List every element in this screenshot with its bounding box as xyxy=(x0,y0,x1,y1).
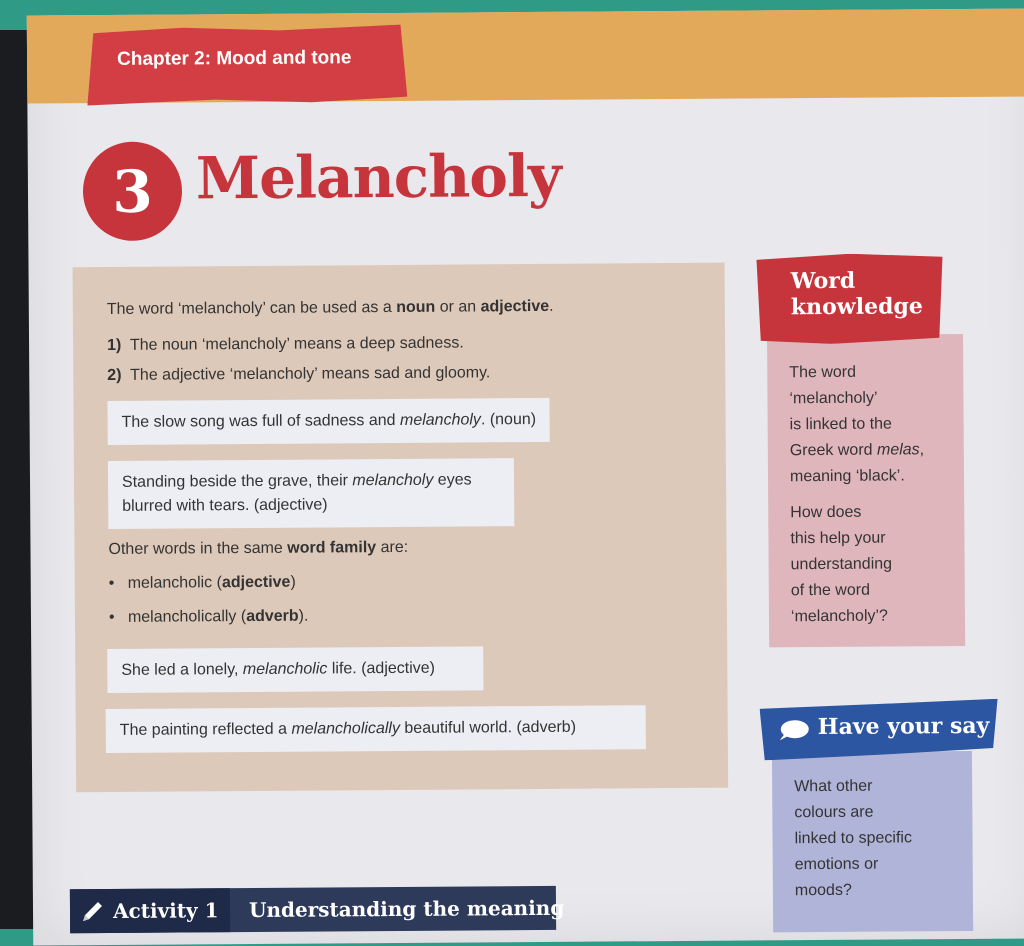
example-melancholic: She led a lonely, melancholic life. (adjective) xyxy=(107,646,483,693)
definition-2: 2) The adjective ‘melancholy’ means sad and gloomy. xyxy=(107,364,491,384)
book-page xyxy=(27,8,1024,945)
word-knowledge-question: How does this help your understanding of the word ‘melancholy’? xyxy=(790,503,893,626)
example-adjective: Standing beside the grave, their melancholy eyes blurred with tears. (adjective) xyxy=(108,458,514,529)
bullet-melancholic: • melancholic (adjective) xyxy=(108,573,296,592)
speech-bubble-icon xyxy=(776,718,810,742)
word-family-intro: Other words in the same word family are: xyxy=(108,538,409,558)
bullet-melancholically: • melancholically (adverb). xyxy=(108,607,309,626)
word-knowledge-title: Word knowledge xyxy=(790,267,923,321)
activity-title: Understanding the meaning xyxy=(248,895,565,923)
section-number-badge: 3 xyxy=(83,141,183,241)
have-your-say-title: Have your say xyxy=(817,712,990,741)
intro-sentence: The word ‘melancholy’ can be used as a noun or an adjective. xyxy=(106,297,554,318)
activity-label: Activity 1 xyxy=(112,898,219,923)
have-your-say-text: What other colours are linked to specific emotions or moods? xyxy=(794,777,912,900)
word-knowledge-text: The word ‘melancholy’ is linked to the Greek word melas, meaning ‘black’. xyxy=(789,363,925,486)
definition-1: 1) The noun ‘melancholy’ means a deep sadness. xyxy=(107,334,464,354)
page-title: Melancholy xyxy=(195,141,561,213)
example-noun: The slow song was full of sadness and melancholy. (noun) xyxy=(107,398,550,445)
chapter-title: Chapter 2: Mood and tone xyxy=(117,47,352,70)
example-melancholically: The painting reflected a melancholically beautiful world. (adverb) xyxy=(106,705,646,753)
pencil-icon xyxy=(79,897,107,925)
